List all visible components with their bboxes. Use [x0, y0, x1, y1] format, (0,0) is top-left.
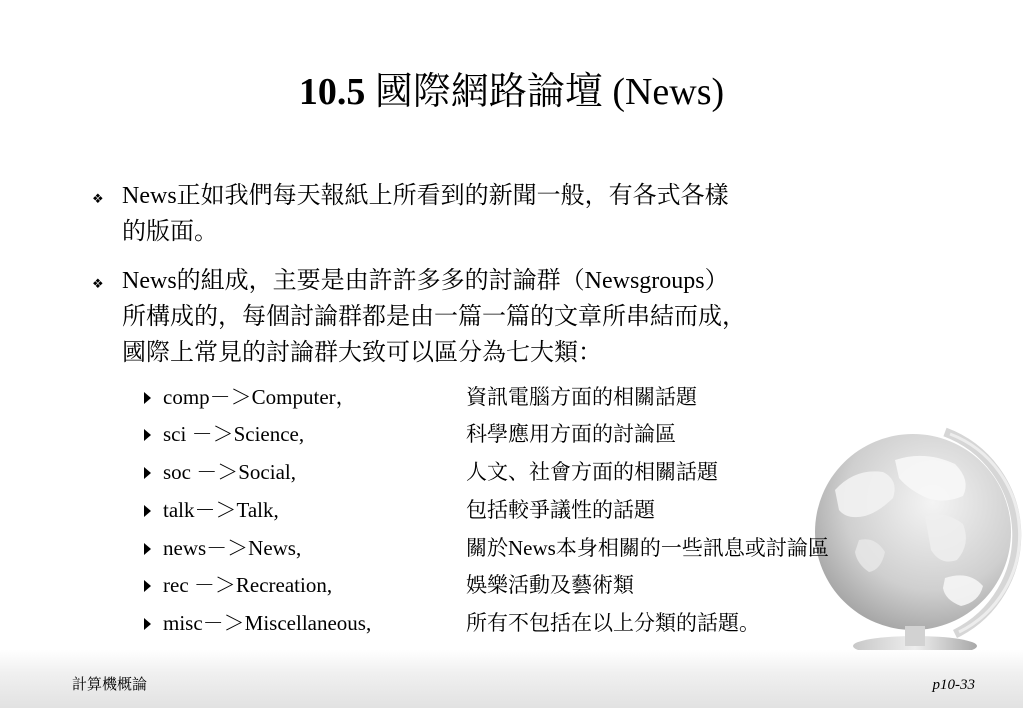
triangle-bullet-icon	[144, 467, 151, 479]
category-label: sci －＞Science,	[163, 422, 305, 446]
category-label: misc－＞Miscellaneous,	[163, 611, 372, 635]
page-number: p10-33	[932, 677, 975, 693]
bullet-paragraph	[122, 178, 729, 250]
triangle-bullet-icon	[144, 392, 151, 404]
category-label: rec －＞Recreation,	[163, 573, 333, 597]
title-number: 10.5	[298, 71, 366, 113]
bullet-line: News正如我們每天報紙上所看到的新聞一般，有各式各樣	[122, 183, 729, 209]
diamond-bullet-icon: ❖	[92, 191, 104, 206]
footer-band	[0, 650, 1023, 708]
category-label: comp－＞Computer，	[163, 385, 357, 409]
bullet-line: 的版面。	[122, 219, 218, 245]
category-description: 資訊電腦方面的相關話題	[466, 385, 697, 409]
category-description: 包括較爭議性的話題	[466, 498, 655, 522]
category-description: 所有不包括在以上分類的話題。	[466, 611, 760, 635]
title-text: 國際網路論壇 (News)	[365, 71, 725, 113]
globe-icon	[795, 420, 1023, 670]
bullet-paragraph	[122, 263, 746, 371]
category-label: news－＞News,	[163, 536, 302, 560]
triangle-bullet-icon	[144, 505, 151, 517]
category-description: 關於News本身相關的一些訊息或討論區	[466, 536, 829, 560]
category-description: 人文、社會方面的相關話題	[466, 460, 718, 484]
category-description: 娛樂活動及藝術類	[466, 573, 634, 597]
triangle-bullet-icon	[144, 543, 151, 555]
page-title	[0, 66, 1023, 118]
bullet-line: News的組成，主要是由許許多多的討論群（Newsgroups）	[122, 268, 729, 294]
bullet-line: 國際上常見的討論群大致可以區分為七大類：	[122, 340, 602, 366]
footer-course-title: 計算機概論	[72, 677, 148, 693]
category-label: talk－＞Talk,	[163, 498, 279, 522]
category-label: soc －＞Social,	[163, 460, 296, 484]
triangle-bullet-icon	[144, 580, 151, 592]
triangle-bullet-icon	[144, 429, 151, 441]
bullet-line: 所構成的，每個討論群都是由一篇一篇的文章所串結而成，	[122, 304, 746, 330]
category-description: 科學應用方面的討論區	[466, 422, 676, 446]
triangle-bullet-icon	[144, 618, 151, 630]
diamond-bullet-icon: ❖	[92, 276, 104, 291]
